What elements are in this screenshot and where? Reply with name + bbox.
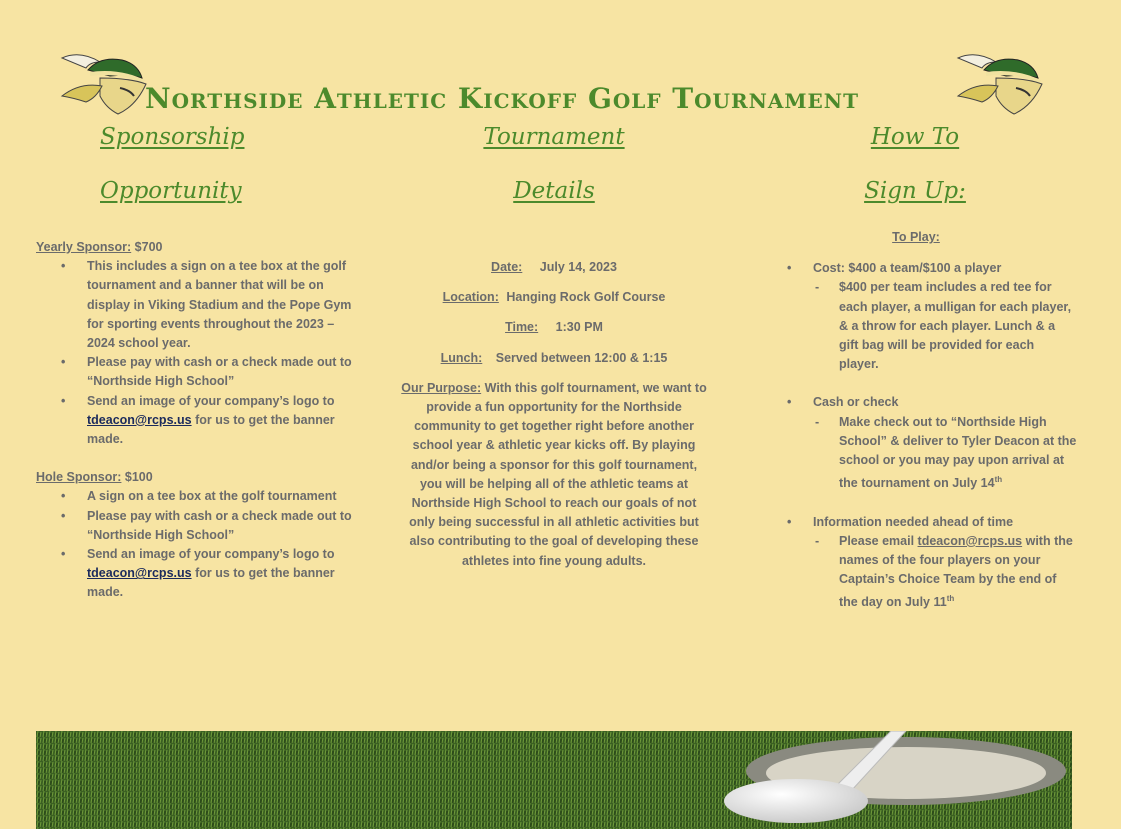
- cost-sublist: [813, 278, 1077, 374]
- purpose-paragraph: [400, 379, 708, 571]
- list-item: - $400 per team includes a red tee for each player, a mulligan for each player, & a throw for each player. Lunch & a gift bag will be provided for each player.: [839, 278, 1077, 374]
- cost-text: Cost: $400 a team/$100 a player: [813, 261, 1002, 276]
- spacer: [813, 374, 1077, 393]
- info-text: Information needed ahead of time: [813, 514, 1014, 529]
- list-item: [813, 513, 1077, 613]
- spacer: [813, 494, 1077, 513]
- hole-sponsor-price: $100: [124, 470, 153, 485]
- date-value: July 14, 2023: [539, 260, 617, 274]
- sponsorship-heading-line1: Sponsorship: [100, 124, 245, 150]
- email-link[interactable]: tdeacon@rcps.us: [87, 412, 192, 427]
- cash-sublist: [813, 413, 1077, 494]
- to-play-label: To Play:: [892, 230, 940, 244]
- location-label: Location:: [442, 290, 499, 305]
- location-row: [400, 288, 708, 307]
- send-logo-post: for us to get the banner made.: [87, 566, 335, 600]
- sponsorship-heading-line2: Opportunity: [100, 178, 242, 204]
- list-item: • Please pay with cash or a check made out to “Northside High School”: [87, 507, 356, 545]
- lunch-label: Lunch:: [440, 350, 483, 365]
- email-link[interactable]: tdeacon@rcps.us: [87, 566, 192, 581]
- send-logo-post: for us to get the banner made.: [87, 412, 335, 447]
- info-pre: Please email: [839, 533, 915, 548]
- info-email-link[interactable]: tdeacon@rcps.us: [917, 533, 1023, 548]
- hole-sponsor-list: [36, 487, 356, 602]
- info-sup: th: [946, 594, 955, 604]
- list-item: [813, 393, 1077, 493]
- list-item: [87, 392, 356, 450]
- howto-heading-line1: How To: [870, 124, 960, 150]
- info-post: with the names of the four players on your Captain’s Choice Team by the end of the day on July 11: [839, 533, 1073, 610]
- page-title: Northside Athletic Kickoff Golf Tournament: [145, 82, 859, 115]
- golf-green-banner: [36, 731, 1072, 829]
- yearly-sponsor-price: $700: [134, 240, 163, 254]
- tournament-heading: [440, 110, 668, 218]
- yearly-sponsor-list: [36, 257, 356, 449]
- howto-heading: [800, 110, 1030, 218]
- lunch-row: [400, 349, 708, 368]
- info-sublist: [813, 532, 1077, 613]
- list-item: [839, 413, 1077, 494]
- list-item: • This includes a sign on a tee box at the golf tournament and a banner that will be on display in Viking Stadium and the Pope Gym for sporting events throughout the 2023 – 2024 school year.: [87, 257, 356, 353]
- signup-section: [787, 228, 1077, 613]
- time-value: 1:30 PM: [555, 320, 603, 335]
- sponsorship-heading: [100, 110, 280, 218]
- sponsorship-section: [36, 238, 356, 603]
- hole-sponsor-line: [36, 468, 356, 487]
- date-row: [400, 258, 708, 277]
- list-item: [813, 259, 1077, 374]
- purpose-label: Our Purpose:: [401, 380, 482, 395]
- tournament-heading-line1: Tournament: [483, 124, 625, 150]
- purpose-text: With this golf tournament, we want to provide a fun opportunity for the Northside community to get together right before another school year & athletic year kicks off. By playing and/or being a sponsor for this golf tournament, you will be helping all of the athletic teams at Northside High School to reach our goals of not only being successful in all athletic activities but also contributing to the goal of developing these athletes into fine young adults.: [409, 380, 707, 568]
- list-item: • Please pay with cash or a check made out to “Northside High School”: [87, 353, 356, 391]
- time-row: [400, 318, 708, 337]
- cash-detail: Make check out to “Northside High School” & deliver to Tyler Deacon at the school or you may pay upon arrival at the tournament on July 14: [839, 414, 1077, 491]
- signup-list: [787, 259, 1077, 613]
- yearly-sponsor-label: Yearly Sponsor:: [36, 240, 132, 254]
- tournament-heading-line2: Details: [513, 178, 595, 204]
- howto-heading-line2: Sign Up:: [864, 178, 966, 204]
- list-item: [87, 545, 356, 603]
- lunch-value: Served between 12:00 & 1:15: [495, 350, 668, 365]
- list-item: [839, 532, 1077, 613]
- send-logo-text: Send an image of your company’s logo to: [87, 547, 335, 562]
- date-label: Date:: [491, 260, 523, 274]
- time-label: Time:: [505, 320, 539, 335]
- send-logo-text: Send an image of your company’s logo to: [87, 393, 335, 408]
- cash-text: Cash or check: [813, 395, 899, 410]
- hole-sponsor-label: Hole Sponsor:: [36, 470, 122, 485]
- location-value: Hanging Rock Golf Course: [506, 290, 666, 305]
- yearly-sponsor-line: [36, 238, 356, 257]
- tournament-details-section: [400, 258, 708, 571]
- cash-sup: th: [994, 475, 1003, 485]
- list-item: • A sign on a tee box at the golf tournament: [87, 487, 356, 506]
